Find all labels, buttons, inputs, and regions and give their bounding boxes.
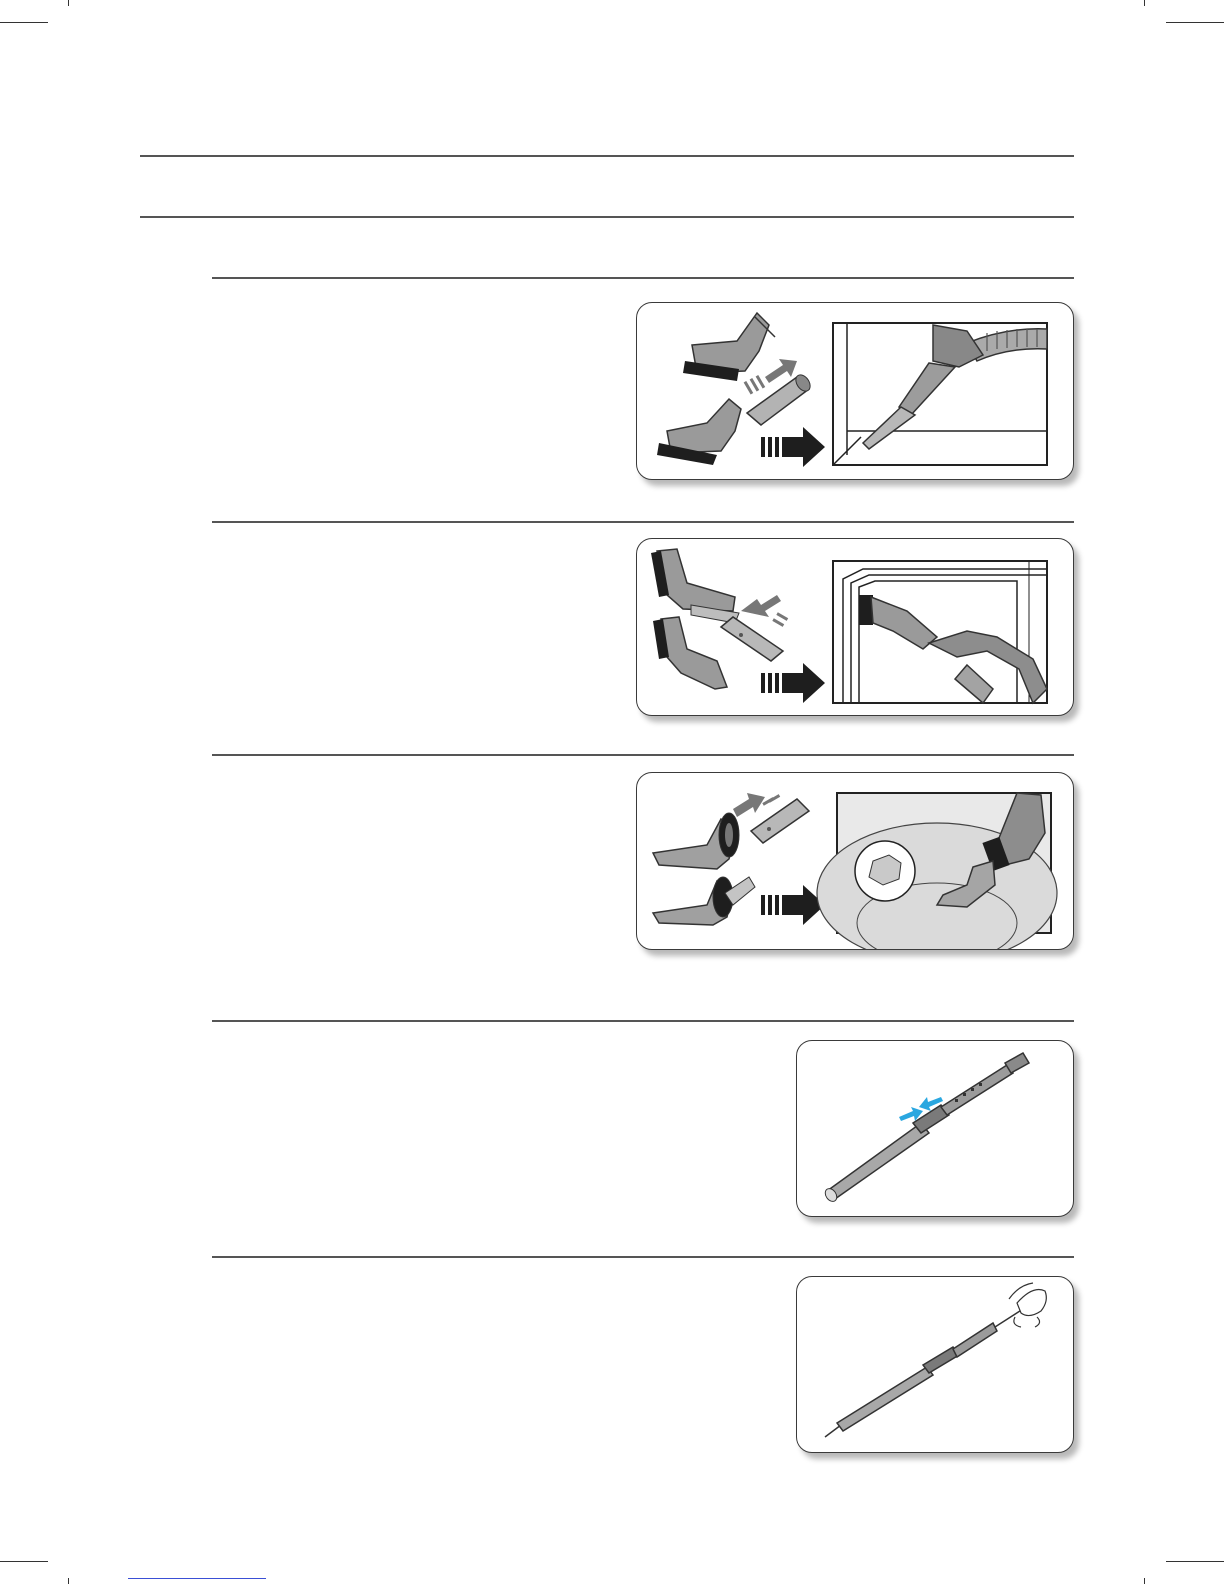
dusting-brush-illustration (637, 773, 1073, 949)
header-rule-bottom (140, 216, 1074, 218)
black-direction-arrow-icon (761, 663, 825, 703)
brush-tool-icon (683, 313, 775, 381)
crevice-tool-door-illustration (637, 539, 1073, 715)
figure-pipe-unclog-stick (796, 1276, 1074, 1453)
crop-mark (1144, 1578, 1145, 1584)
crop-mark (0, 1561, 48, 1562)
pipe-cleaning-illustration (797, 1277, 1073, 1452)
section-rule (212, 521, 1074, 523)
figure-dusting-brush-corner (636, 772, 1074, 950)
crevice-nozzle-icon (751, 799, 809, 843)
vacuum-corner-scene (817, 793, 1057, 949)
section-rule (212, 754, 1074, 756)
gray-insert-arrow-icon (733, 793, 780, 817)
hand-holding-stick-icon (1009, 1283, 1046, 1327)
crop-mark (68, 0, 69, 6)
crevice-nozzle-icon (721, 617, 783, 661)
crop-mark (1166, 22, 1224, 23)
brush-tool-assembled-icon (657, 399, 741, 465)
crevice-tool-window-illustration (637, 303, 1073, 479)
figure-crevice-tool-door-frame (636, 538, 1074, 716)
gray-insert-arrow-icon (741, 595, 788, 627)
brush-tool-assembled-icon (653, 617, 727, 689)
crop-mark (68, 1578, 69, 1584)
figure-telescopic-pipe-adjust (796, 1040, 1074, 1217)
dusting-brush-icon (653, 813, 739, 869)
black-direction-arrow-icon (761, 427, 825, 467)
dusting-brush-assembled-icon (653, 877, 755, 925)
page-link-underline[interactable] (128, 1578, 266, 1579)
telescopic-pipe-icon (823, 1053, 1029, 1204)
window-frame-scene (833, 323, 1047, 465)
telescopic-pipe-icon (825, 1309, 1023, 1437)
crevice-nozzle-icon (747, 372, 813, 425)
crop-mark (1144, 0, 1145, 6)
door-frame-scene (833, 561, 1047, 703)
crop-mark (0, 22, 48, 23)
black-direction-arrow-icon (761, 885, 825, 925)
crop-mark (1166, 1561, 1224, 1562)
section-rule (212, 1256, 1074, 1258)
section-rule (212, 277, 1074, 279)
brush-tool-icon (651, 549, 739, 623)
section-rule (212, 1020, 1074, 1022)
header-rule-top (140, 155, 1074, 157)
figure-crevice-tool-window-frame (636, 302, 1074, 480)
telescopic-pipe-illustration (797, 1041, 1073, 1216)
